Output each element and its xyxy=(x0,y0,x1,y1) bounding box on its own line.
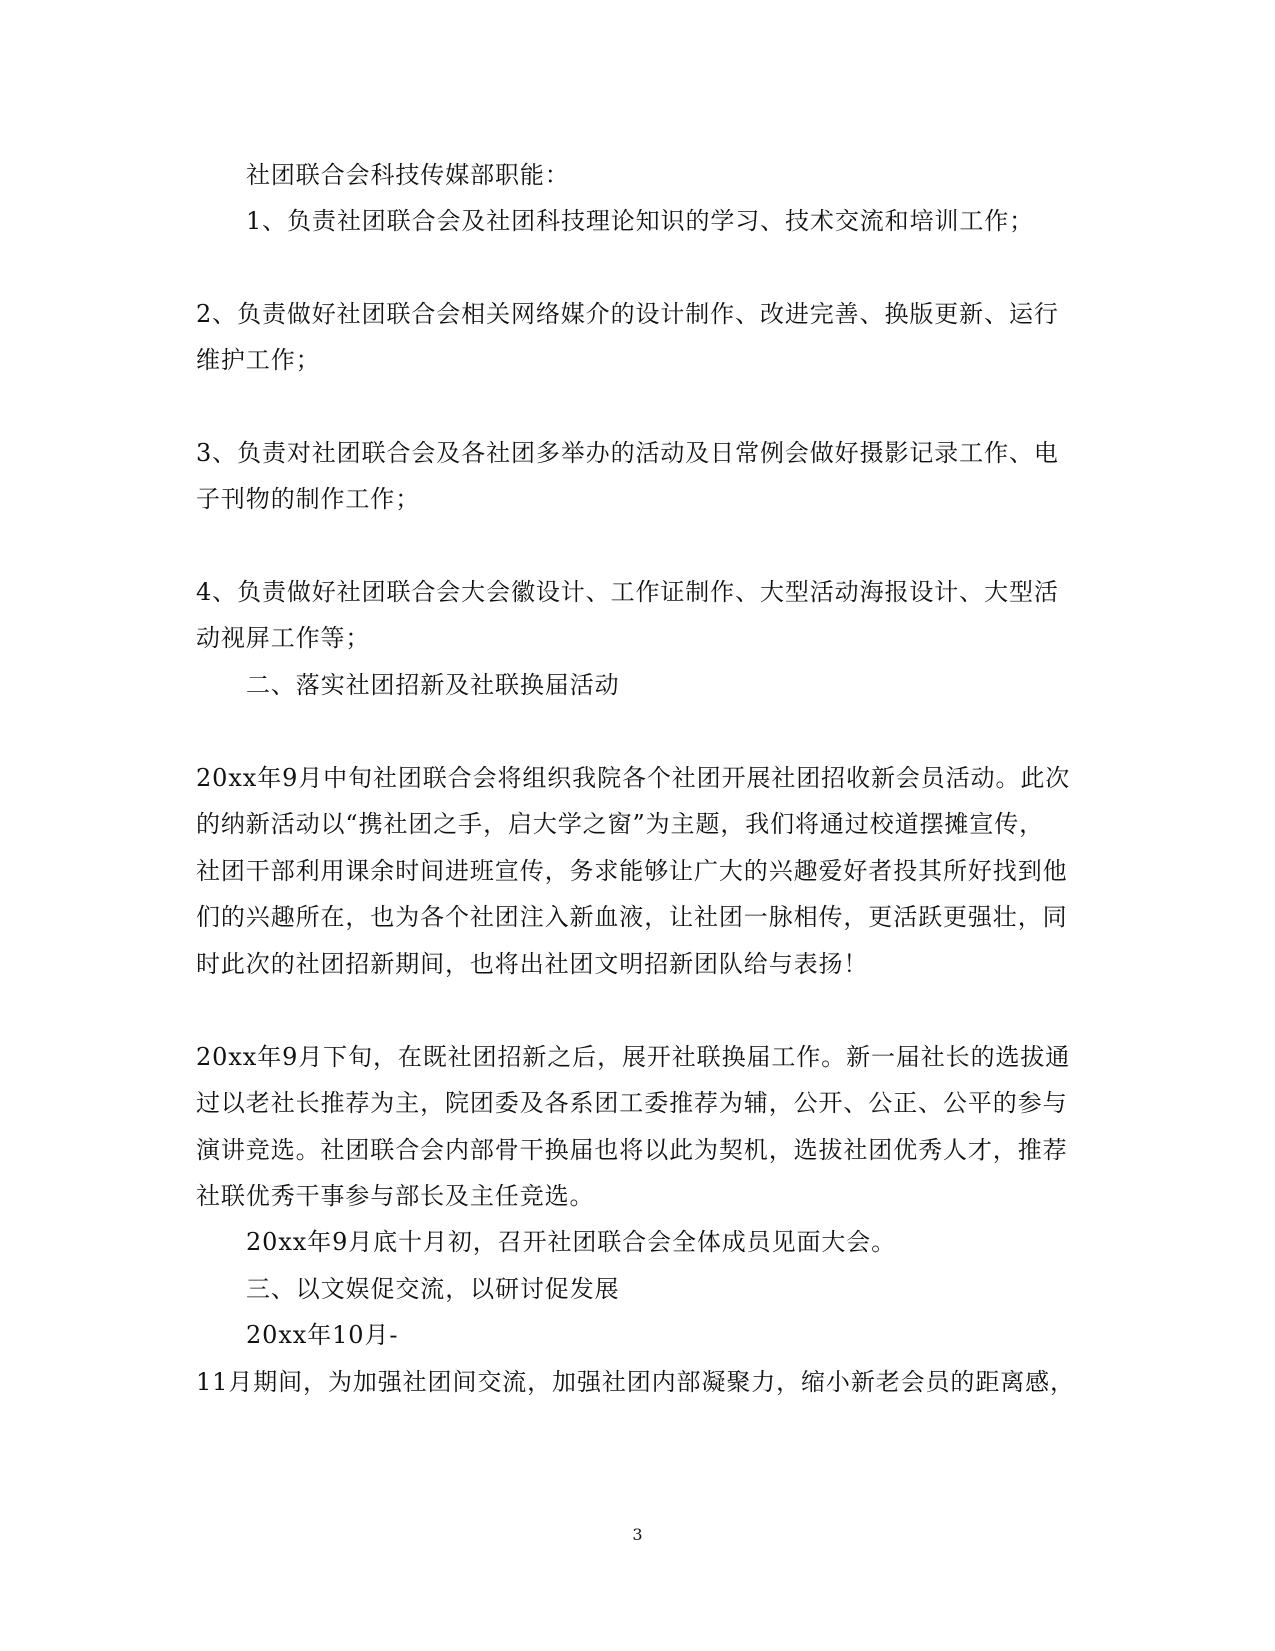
paragraph-line: 们的兴趣所在，也为各个社团注入新血液，让社团一脉相传，更活跃更强壮，同 xyxy=(196,903,1068,931)
paragraph-line: 20xx年9月中旬社团联合会将组织我院各个社团开展社团招收新会员活动。此次 xyxy=(196,764,1071,792)
section-heading: 社团联合会科技传媒部职能： xyxy=(246,161,570,189)
paragraph-line: 时此次的社团招新期间，也将出社团文明招新团队给与表扬！ xyxy=(196,950,869,978)
list-item: 4、负责做好社团联合会大会徽设计、工作证制作、大型活动海报设计、大型活 xyxy=(196,578,1059,606)
section-heading: 二、落实社团招新及社联换届活动 xyxy=(246,671,620,699)
paragraph-line: 演讲竞选。社团联合会内部骨干换届也将以此为契机，选拔社团优秀人才，推荐 xyxy=(196,1136,1068,1164)
list-item-continuation: 动视屏工作等； xyxy=(196,624,371,652)
paragraph-line: 社团干部利用课余时间进班宣传，务求能够让广大的兴趣爱好者投其所好找到他 xyxy=(196,857,1068,885)
section-heading: 三、以文娱促交流，以研讨促发展 xyxy=(246,1275,620,1303)
paragraph-line: 20xx年9月下旬，在既社团招新之后，展开社联换届工作。新一届社长的选拔通 xyxy=(196,1043,1071,1071)
list-item-continuation: 子刊物的制作工作； xyxy=(196,485,421,513)
paragraph-line: 11月期间，为加强社团间交流，加强社团内部凝聚力，缩小新老会员的距离感， xyxy=(196,1368,1075,1396)
paragraph-line: 过以老社长推荐为主，院团委及各系团工委推荐为辅，公开、公正、公平的参与 xyxy=(196,1089,1068,1117)
paragraph-line: 的纳新活动以“携社团之手，启大学之窗”为主题，我们将通过校道摆摊宣传， xyxy=(196,810,1045,838)
paragraph-line: 20xx年9月底十月初，召开社团联合会全体成员见面大会。 xyxy=(246,1228,897,1256)
list-item: 2、负责做好社团联合会相关网络媒介的设计制作、改进完善、换版更新、运行 xyxy=(196,300,1059,328)
list-item-continuation: 维护工作； xyxy=(196,346,321,374)
list-item: 1、负责社团联合会及社团科技理论知识的学习、技术交流和培训工作； xyxy=(246,207,1035,235)
list-item: 3、负责对社团联合会及各社团多举办的活动及日常例会做好摄影记录工作、电 xyxy=(196,439,1059,467)
paragraph-line: 20xx年10月- xyxy=(246,1321,399,1349)
page-number: 3 xyxy=(632,1525,643,1544)
paragraph-line: 社联优秀干事参与部长及主任竞选。 xyxy=(196,1182,595,1210)
